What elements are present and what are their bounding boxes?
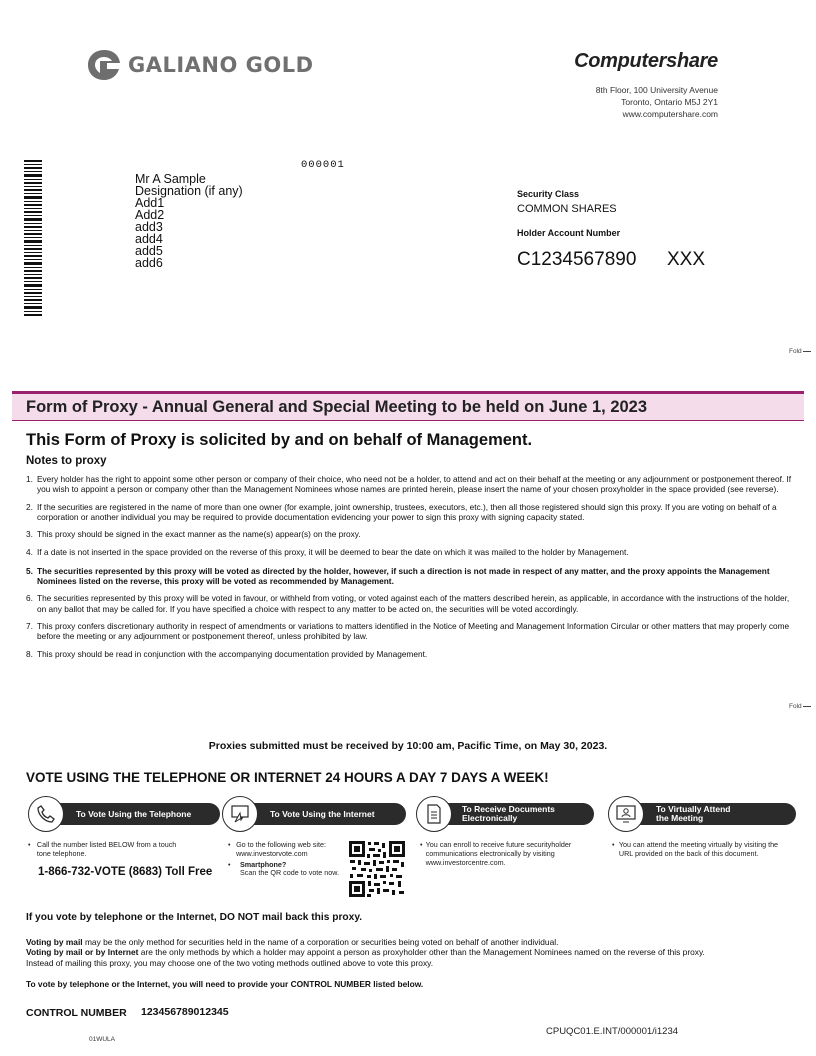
telephone-vote-pill [42,803,220,825]
form-code: 01WULA [89,1036,116,1043]
note-number: 8. [26,648,33,659]
telephone-glyph [36,804,56,824]
telephone-icon [28,796,64,832]
note-text: This proxy should be signed in the exact manner as the name(s) appear(s) on the proxy. [37,529,361,540]
address-line: add6 [135,256,163,270]
address-line: Add1 [135,196,165,210]
mail-line-bold: Voting by mail [26,937,83,947]
note-text: If the securities are registered in the name of more than one owner (for example, joint ownership, trustees, executors, etc.), then all those registered should sign this proxy. If you are voting on behalf of a corporation or another individual you may be required to provide documentation evidencing your power to sign this proxy with signing capacity stated. [37,501,777,522]
telephone-vote-title: To Vote Using the Telephone [76,809,192,819]
note-text: This proxy confers discretionary authority in respect of amendments or variations to matters identified in the Notice of Meeting and Management Information Circular or other matters that may properly come before the meeting or any adjournment or postponement thereof, unless prohibited by law. [37,620,790,642]
security-class-value: COMMON SHARES [517,203,617,215]
documents-text: You can enroll to receive future securityholder communications electronically by visiting www.investorcentre.com. [425,840,572,867]
control-number-instruction: To vote by telephone or the Internet, you will need to provide your CONTROL NUMBER listed below. [26,979,424,989]
notes-list [26,474,792,659]
virtual-text: You can attend the meeting virtually by visiting the URL provided on the back of this document. [618,840,779,858]
note-text: Every holder has the right to appoint some other person or company of their choice, who need not be a holder, to attend and act on their behalf at the meeting or any adjournment or postponement thereof. If you wish to appoint a person or company other than the Management Nominees whose names are printed herein, please insert the name of your chosen proxyholder in the space provided (see reverse). [37,474,792,495]
do-not-mail-notice: If you vote by telephone or the Internet, DO NOT mail back this proxy. [26,912,363,923]
note-item [26,621,792,642]
notes-heading: Notes to proxy [26,455,107,467]
virtual-title-line: To Virtually Attend [656,803,731,814]
fold-label: Fold [789,348,802,355]
screen-person-glyph [615,804,637,824]
documents-pill [432,803,594,825]
galiano-g-icon [86,48,122,82]
mail-line-text: Instead of mailing this proxy, you may choose one of the two voting methods outlined above to vote this proxy. [26,957,434,968]
computershare-address [596,84,718,120]
virtual-meeting-pill [624,803,796,825]
galiano-gold-wordmark: GALIANO GOLD [128,53,314,77]
note-text: The securities represented by this proxy will be voted as directed by the holder, however, if such a direction is not made in respect of any matter, and the proxy appoints the Management Nominees listed on the reverse, this proxy will be voted as recommended by Management. [37,565,770,587]
account-number: C1234567890 [517,249,637,270]
documents-icon [416,796,452,832]
note-number: 6. [26,593,33,604]
mail-line-text: may be the only method for securities held in the name of a corporation or securities being voted on behalf of another individual. [82,937,559,947]
documents-title [462,805,555,824]
note-item [26,547,792,557]
documents-title-line: Electronically [462,813,518,823]
note-number: 4. [26,547,33,558]
documents-title-line: To Receive Documents [462,803,555,814]
postal-barcode [24,160,42,316]
galiano-gold-logo [86,48,314,82]
document-reference: CPUQC01.E.INT/000001/i1234 [546,1026,679,1037]
internet-text: Go to the following web site: www.investorvote.com [236,840,326,858]
account-suffix: XXX [667,249,706,270]
solicitation-heading: This Form of Proxy is solicited by and on behalf of Management. [26,431,533,449]
internet-instructions: • Go to the following web site: www.investorvote.com • Smartphone? Scan the QR code to vote now. [228,841,346,878]
cs-address-line: www.computershare.com [622,109,718,119]
security-class-label: Security Class [517,189,580,199]
deadline-notice: Proxies submitted must be received by 10:00 am, Pacific Time, on May 30, 2023. [208,740,608,752]
virtual-meeting-instructions: • You can attend the meeting virtually by visiting the URL provided on the back of this document. [612,841,792,859]
note-number: 5. [26,565,33,576]
address-line: add4 [135,232,163,246]
fold-line [803,351,811,352]
virtual-meeting-title [656,805,730,824]
note-number: 1. [26,474,33,484]
control-number-label: CONTROL NUMBER [26,1007,127,1019]
internet-icon [222,796,258,832]
document-glyph [425,803,443,825]
cs-address-line: Toronto, Ontario M5J 2Y1 [621,97,718,107]
note-item [26,529,792,539]
note-number: 3. [26,529,33,540]
internet-vote-title: To Vote Using the Internet [270,809,375,819]
computershare-logo: Computershare [574,50,718,72]
address-line: Add2 [135,208,165,222]
note-item [26,593,792,614]
note-item [26,566,792,587]
qr-code[interactable] [349,841,405,897]
virtual-meeting-icon [608,796,644,832]
documents-instructions: • You can enroll to receive future securityholder communications electronically by visiting www.investorcentre.com. [420,841,595,867]
note-item [26,474,792,495]
note-text: The securities represented by this proxy will be voted in favour, or withheld from voting, or voted against each of the matters described herein, as applicable, in accordance with the instructions of the holder, on any ballot that may be called for. If you have specified a choice with respect to any matter to be acted on, the securities will be voted accordingly. [37,593,790,614]
note-item [26,502,792,523]
note-text: If a date is not inserted in the space provided on the reverse of this proxy, it will be deemed to bear the date on which it was mailed to the holder by Management. [37,547,629,558]
note-text: This proxy should be read in conjunction with the accompanying documentation provided by Management. [37,648,428,659]
fold-mark [789,703,811,710]
telephone-instructions: • Call the number listed BELOW from a touch tone telephone. [28,840,177,858]
holder-address [135,173,243,269]
note-number: 2. [26,501,33,512]
address-line: add5 [135,244,163,258]
address-line: Designation (if any) [135,184,243,198]
sequence-number: 000001 [301,159,345,171]
smartphone-title: Smartphone? [240,859,287,869]
address-line: Mr A Sample [135,172,206,186]
address-line: add3 [135,220,163,234]
mail-voting-text [26,937,796,968]
note-number: 7. [26,620,33,631]
form-title: Form of Proxy - Annual General and Special Meeting to be held on June 1, 2023 [26,398,648,416]
fold-label: Fold [789,703,802,710]
mail-line-text: are the only methods by which a holder may appoint a person as proxyholder other than the Management Nominees named on the reverse of this proxy. [138,947,705,958]
virtual-title-line: the Meeting [656,813,704,823]
note-item [26,649,792,659]
monitor-cursor-glyph [229,804,251,824]
fold-line [803,706,811,707]
vote-heading: VOTE USING THE TELEPHONE OR INTERNET 24 HOURS A DAY 7 DAYS A WEEK! [26,770,549,785]
mail-line-bold: Voting by mail or by Internet [26,947,139,958]
control-number: 123456789012345 [141,1006,229,1018]
account-number-label: Holder Account Number [517,228,621,238]
cs-address-line: 8th Floor, 100 University Avenue [595,85,718,95]
telephone-text: Call the number listed BELOW from a touch tone telephone. [36,840,177,858]
telephone-number: 1-866-732-VOTE (8683) Toll Free [38,866,213,878]
fold-mark [789,348,811,355]
smartphone-text: Scan the QR code to vote now. [240,868,340,878]
internet-vote-pill [238,803,406,825]
